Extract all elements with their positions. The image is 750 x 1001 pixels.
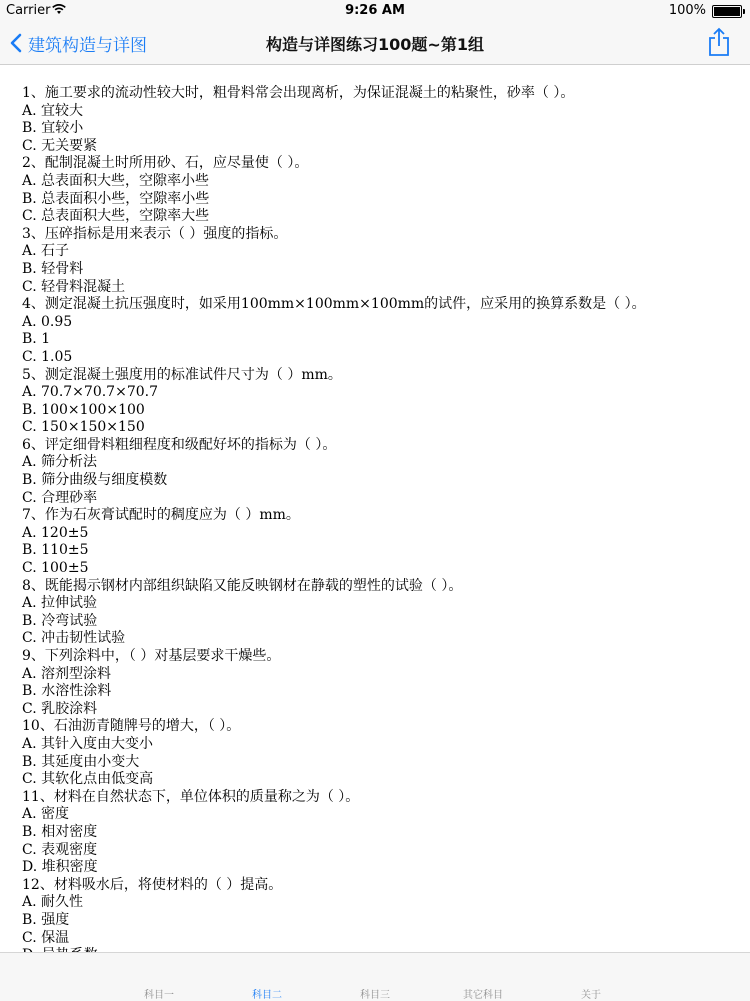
answer-option: B. 其延度由小变大: [22, 753, 140, 770]
answer-option: C. 100±5: [22, 560, 89, 577]
question-list: [22, 85, 732, 965]
answer-option: A. 70.7×70.7×70.7: [22, 384, 158, 401]
answer-option: B. 筛分曲级与细度模数: [22, 472, 168, 489]
answer-option: C. 乳胶涂料: [22, 700, 98, 717]
tab-item[interactable]: [546, 953, 636, 1001]
question-text: 5、测定混凝土强度用的标准试件尺寸为（ ）mm。: [22, 366, 342, 383]
answer-option: B. 100×100×100: [22, 401, 145, 418]
answer-option: C. 表观密度: [22, 841, 98, 858]
question-text: 1、施工要求的流动性较大时，粗骨料常会出现离析，为保证混凝土的粘聚性，砂率（ ）。: [22, 85, 575, 101]
answer-option: B. 强度: [22, 911, 70, 928]
answer-option: B. 轻骨料: [22, 260, 84, 277]
answer-option: B. 1: [22, 331, 51, 348]
answer-option: A. 其针入度由大变小: [22, 735, 154, 752]
question-content-area[interactable]: [0, 65, 750, 950]
battery-percentage: 100%: [668, 3, 706, 18]
answer-option: B. 冷弯试验: [22, 612, 98, 629]
question-text: 3、压碎指标是用来表示（ ）强度的指标。: [22, 225, 288, 242]
answer-option: B. 相对密度: [22, 823, 98, 840]
question-text: 11、材料在自然状态下，单位体积的质量称之为（ ）。: [22, 788, 360, 805]
tab-item[interactable]: [222, 953, 312, 1001]
answer-option: A. 耐久性: [22, 894, 84, 911]
answer-option: A. 溶剂型涂料: [22, 665, 112, 682]
tab-label: 科目二: [252, 990, 282, 1001]
tab-item[interactable]: [114, 953, 204, 1001]
tab-bar: [0, 952, 750, 1001]
answer-option: C. 150×150×150: [22, 419, 145, 436]
answer-option: A. 120±5: [22, 524, 89, 541]
answer-option: C. 总表面积大些，空隙率大些: [22, 208, 210, 225]
tab-item[interactable]: [330, 953, 420, 1001]
answer-option: A. 0.95: [22, 313, 73, 330]
question-text: 12、材料吸水后，将使材料的（ ）提高。: [22, 876, 283, 893]
answer-option: C. 冲击韧性试验: [22, 630, 126, 647]
answer-option: D. 堆积密度: [22, 859, 98, 876]
carrier-label: Carrier: [6, 3, 51, 18]
answer-option: A. 宜较大: [22, 102, 84, 119]
question-text: 2、配制混凝土时所用砂、石，应尽量使（ ）。: [22, 155, 309, 172]
share-button[interactable]: [706, 27, 732, 57]
answer-option: B. 总表面积小些，空隙率小些: [22, 190, 210, 207]
share-icon: [706, 27, 732, 57]
status-bar: [0, 0, 750, 22]
tab-label: 科目一: [144, 990, 174, 1001]
answer-option: C. 轻骨料混凝土: [22, 278, 126, 295]
status-time: 9:26 AM: [345, 3, 405, 18]
answer-option: A. 拉伸试验: [22, 595, 98, 612]
tab-label: 科目三: [360, 990, 390, 1001]
page-title: 构造与详图练习100题~第1组: [266, 35, 484, 54]
tab-label: 其它科目: [463, 990, 503, 1001]
answer-option: A. 总表面积大些，空隙率小些: [22, 172, 210, 189]
question-text: 4、测定混凝土抗压强度时，如采用100mm×100mm×100mm的试件，应采用的换算系数是（ ）。: [22, 296, 646, 313]
answer-option: A. 石子: [22, 243, 70, 260]
answer-option: C. 合理砂率: [22, 489, 98, 506]
answer-option: B. 宜较小: [22, 120, 84, 137]
answer-option: C. 1.05: [22, 348, 73, 365]
answer-option: B. 水溶性涂料: [22, 683, 112, 700]
answer-option: A. 密度: [22, 806, 70, 823]
question-text: 6、评定细骨料粗细程度和级配好坏的指标为（ ）。: [22, 436, 337, 453]
question-text: 10、石油沥青随牌号的增大，（ ）。: [22, 718, 241, 735]
answer-option: C. 保温: [22, 929, 70, 946]
tab-label: 关于: [581, 990, 601, 1001]
battery-icon: [712, 5, 742, 18]
question-text: 7、作为石灰膏试配时的稠度应为（ ）mm。: [22, 507, 300, 524]
question-text: 8、既能揭示钢材内部组织缺陷又能反映钢材在静载的塑性的试验（ ）。: [22, 577, 463, 594]
question-text: 9、下列涂料中，（ ）对基层要求干燥些。: [22, 648, 281, 664]
back-button-label: 建筑构造与详图: [28, 35, 147, 56]
answer-option: B. 110±5: [22, 542, 89, 559]
answer-option: C. 其软化点由低变高: [22, 771, 154, 788]
answer-option: A. 筛分析法: [22, 454, 98, 471]
tab-item[interactable]: [438, 953, 528, 1001]
answer-option: C. 无关要紧: [22, 137, 98, 154]
navigation-bar: [0, 22, 750, 65]
